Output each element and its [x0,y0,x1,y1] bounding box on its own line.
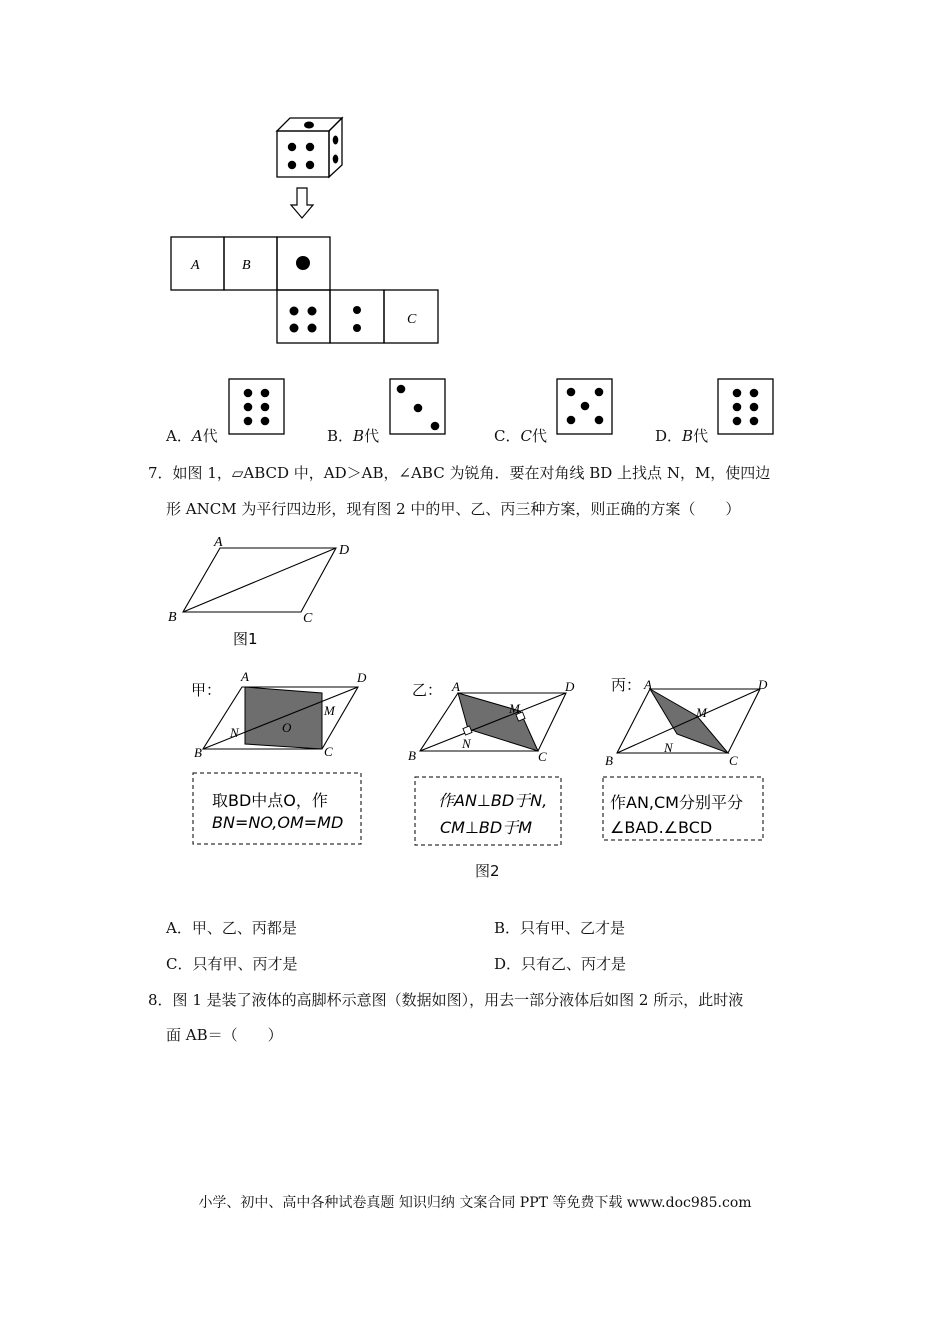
bing-title: 丙： [611,676,642,694]
jia-label-n: N [230,725,239,740]
q7-choice-b[interactable]: B．只有甲、乙才是 [494,919,626,937]
bing-label-c: C [729,753,738,768]
q8-stem-line1: 8．图 1 是装了液体的高脚杯示意图（数据如图），用去一部分液体后如图 2 所示，此时液 [148,991,744,1009]
cube-net-figure [160,110,460,355]
down-arrow-icon [291,188,313,218]
die-face-option-a [228,378,286,436]
net-pips [290,256,362,333]
net-label-a: A [191,258,200,273]
yi-method-line2: CM⊥BD于M [440,818,533,837]
q7-figure-yi [400,665,575,855]
fig1-label-c: C [303,611,313,626]
q6-option-b[interactable]: B．B代 [327,427,380,445]
jia-label-b: B [194,745,202,760]
q7-choice-d[interactable]: D．只有乙、丙才是 [494,955,627,973]
q7-figure-1 [160,530,370,655]
die-face-option-d [717,378,775,436]
q6-option-a[interactable]: A．A代 [166,427,218,445]
q8-stem-line2: 面 AB＝（ ） [166,1026,283,1044]
jia-label-a: A [241,669,249,684]
q7-stem-line2: 形 ANCM 为平行四边形，现有图 2 中的甲、乙、丙三种方案，则正确的方案（ ） [166,500,741,518]
jia-label-c: C [324,744,333,759]
q7-figure-bing [600,665,780,855]
fig1-label-a: A [214,535,223,550]
fig1-label-b: B [168,610,177,625]
q7-choice-a[interactable]: A．甲、乙、丙都是 [166,919,297,937]
yi-label-m: M [509,701,520,716]
yi-label-b: B [408,748,416,763]
jia-method-line1: 取BD中点O，作 [212,791,328,810]
bing-label-d: D [758,677,768,692]
yi-label-a: A [452,679,460,694]
fig1-label-d: D [339,543,350,558]
q6-option-c[interactable]: C．C代 [494,427,547,445]
fig2-caption: 图2 [475,862,500,880]
q7-figure-jia [185,665,370,855]
yi-label-c: C [538,749,547,764]
die-face-option-c [556,378,614,436]
page-footer: 小学、初中、高中各种试卷真题 知识归纳 文案合同 PPT 等免费下载 www.doc985.com [198,1195,752,1211]
q7-choice-c[interactable]: C．只有甲、丙才是 [166,955,298,973]
net-label-b: B [242,258,251,273]
yi-label-n: N [462,736,471,751]
net-label-c: C [407,312,417,327]
yi-label-d: D [565,679,575,694]
bing-label-m: M [696,705,707,720]
bing-method-line1: 作AN,CM分别平分 [610,793,743,812]
fig1-caption: 图1 [233,630,258,648]
jia-label-m: M [324,703,335,718]
yi-title: 乙： [412,681,443,699]
bing-label-a: A [644,677,652,692]
jia-label-o: O [282,720,292,735]
net-squares [171,237,438,343]
bing-method-line2: ∠BAD.∠BCD [610,818,713,837]
jia-title: 甲： [191,681,222,699]
die-face-option-b [389,378,447,436]
bing-label-n: N [664,740,673,755]
yi-method-line1: 作AN⊥BD于N, [438,791,548,810]
q6-option-d[interactable]: D．B代 [655,427,709,445]
q7-stem-line1: 7．如图 1，▱ABCD 中，AD＞AB，∠ABC 为锐角．要在对角线 BD 上找点 N，M，使四边 [148,464,771,482]
bing-label-b: B [605,753,613,768]
jia-method-line2: BN=NO,OM=MD [212,813,344,832]
jia-label-d: D [357,670,367,685]
